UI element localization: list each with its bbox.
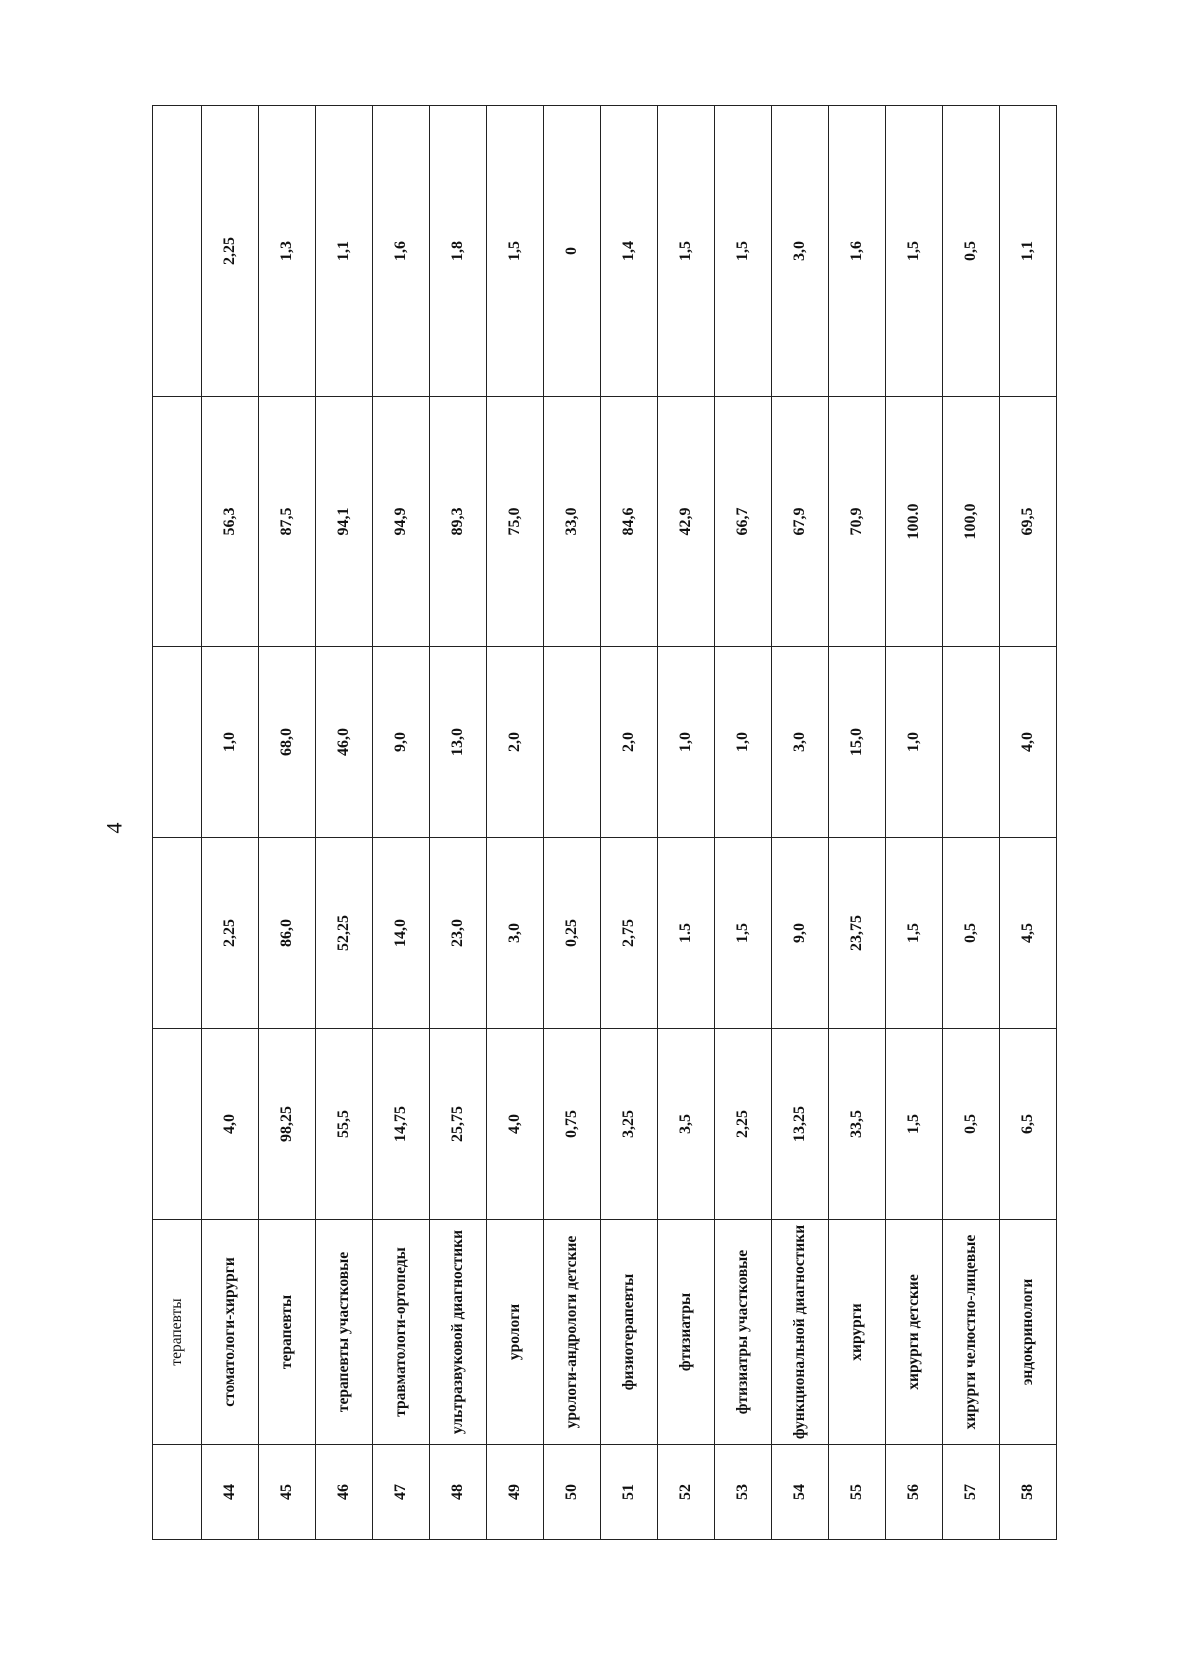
table-row — [487, 106, 544, 1540]
cell-specialty-name: хирурги челюстно-лицевые — [943, 1220, 1000, 1445]
cell-empty — [153, 838, 202, 1029]
cell-specialty-name: фтизиатры — [658, 1220, 715, 1445]
cell-value-percent: 100.0 — [886, 397, 943, 647]
cell-value-c: 2,0 — [487, 647, 544, 838]
table-body — [153, 106, 1057, 1540]
cell-value-a: 14,75 — [373, 1029, 430, 1220]
cell-empty — [153, 1445, 202, 1540]
cell-specialty-name: хирурги — [829, 1220, 886, 1445]
cell-value-a: 0,75 — [544, 1029, 601, 1220]
cell-value-coefficient: 1,8 — [430, 106, 487, 397]
cell-specialty-name: терапевты участковые — [316, 1220, 373, 1445]
cell-value-percent: 84,6 — [601, 397, 658, 647]
staffing-table-wrapper — [152, 106, 1057, 1540]
cell-row-number: 57 — [943, 1445, 1000, 1540]
cell-specialty-name: травматологи-ортопеды — [373, 1220, 430, 1445]
cell-value-percent: 94,1 — [316, 397, 373, 647]
cell-value-a: 0,5 — [943, 1029, 1000, 1220]
cell-value-c: 68,0 — [259, 647, 316, 838]
cell-specialty-name: урологи-андрологи детские — [544, 1220, 601, 1445]
cell-value-b: 23,75 — [829, 838, 886, 1029]
cell-value-coefficient: 1,5 — [658, 106, 715, 397]
table-row — [772, 106, 829, 1540]
cell-value-a: 3,25 — [601, 1029, 658, 1220]
cell-empty — [153, 647, 202, 838]
cell-value-b: 3,0 — [487, 838, 544, 1029]
cell-value-percent: 69,5 — [1000, 397, 1057, 647]
cell-value-c — [943, 647, 1000, 838]
cell-specialty-name: стоматологи-хирурги — [202, 1220, 259, 1445]
cell-value-c — [544, 647, 601, 838]
cell-value-percent: 66,7 — [715, 397, 772, 647]
cell-value-coefficient: 1,1 — [1000, 106, 1057, 397]
cell-value-percent: 94,9 — [373, 397, 430, 647]
cell-row-number: 46 — [316, 1445, 373, 1540]
cell-value-coefficient: 1,5 — [886, 106, 943, 397]
cell-value-c: 1,0 — [202, 647, 259, 838]
cell-value-a: 6,5 — [1000, 1029, 1057, 1220]
cell-category-continued: терапевты — [153, 1220, 202, 1445]
table-row — [601, 106, 658, 1540]
cell-value-b: 86,0 — [259, 838, 316, 1029]
cell-value-c: 2,0 — [601, 647, 658, 838]
cell-value-c: 13,0 — [430, 647, 487, 838]
cell-value-a: 3,5 — [658, 1029, 715, 1220]
table-row — [544, 106, 601, 1540]
table-row — [829, 106, 886, 1540]
cell-value-percent: 70,9 — [829, 397, 886, 647]
table-row — [1000, 106, 1057, 1540]
cell-value-coefficient: 1,6 — [373, 106, 430, 397]
cell-value-coefficient: 1,3 — [259, 106, 316, 397]
cell-value-b: 9,0 — [772, 838, 829, 1029]
cell-value-coefficient: 3,0 — [772, 106, 829, 397]
cell-value-a: 25,75 — [430, 1029, 487, 1220]
cell-value-coefficient: 1,5 — [715, 106, 772, 397]
cell-value-c: 46,0 — [316, 647, 373, 838]
cell-value-coefficient: 1,5 — [487, 106, 544, 397]
cell-row-number: 54 — [772, 1445, 829, 1540]
cell-specialty-name: урологи — [487, 1220, 544, 1445]
cell-value-b: 14,0 — [373, 838, 430, 1029]
cell-row-number: 58 — [1000, 1445, 1057, 1540]
page-number: 4 — [101, 822, 127, 834]
table-row — [202, 106, 259, 1540]
cell-empty — [153, 106, 202, 397]
table-row-continued-header — [153, 106, 202, 1540]
cell-specialty-name: терапевты — [259, 1220, 316, 1445]
cell-value-c: 3,0 — [772, 647, 829, 838]
cell-row-number: 53 — [715, 1445, 772, 1540]
cell-value-b: 2,75 — [601, 838, 658, 1029]
cell-row-number: 52 — [658, 1445, 715, 1540]
cell-value-a: 13,25 — [772, 1029, 829, 1220]
cell-value-percent: 100,0 — [943, 397, 1000, 647]
cell-value-b: 0,5 — [943, 838, 1000, 1029]
table-row — [715, 106, 772, 1540]
cell-value-a: 33,5 — [829, 1029, 886, 1220]
cell-value-percent: 42,9 — [658, 397, 715, 647]
cell-value-a: 1,5 — [886, 1029, 943, 1220]
cell-row-number: 45 — [259, 1445, 316, 1540]
cell-row-number: 48 — [430, 1445, 487, 1540]
cell-empty — [153, 1029, 202, 1220]
cell-value-coefficient: 2,25 — [202, 106, 259, 397]
cell-specialty-name: хирурги детские — [886, 1220, 943, 1445]
cell-value-b: 4,5 — [1000, 838, 1057, 1029]
table-row — [658, 106, 715, 1540]
cell-row-number: 50 — [544, 1445, 601, 1540]
cell-value-percent: 67,9 — [772, 397, 829, 647]
cell-row-number: 49 — [487, 1445, 544, 1540]
cell-value-c: 9,0 — [373, 647, 430, 838]
cell-value-c: 1,0 — [658, 647, 715, 838]
cell-row-number: 47 — [373, 1445, 430, 1540]
cell-value-percent: 56,3 — [202, 397, 259, 647]
cell-row-number: 51 — [601, 1445, 658, 1540]
cell-value-coefficient: 1,1 — [316, 106, 373, 397]
cell-empty — [153, 397, 202, 647]
cell-row-number: 55 — [829, 1445, 886, 1540]
cell-value-coefficient: 0 — [544, 106, 601, 397]
table-row — [430, 106, 487, 1540]
table-row — [943, 106, 1000, 1540]
cell-value-percent: 87,5 — [259, 397, 316, 647]
cell-row-number: 56 — [886, 1445, 943, 1540]
table-row — [259, 106, 316, 1540]
cell-specialty-name: фтизиатры участковые — [715, 1220, 772, 1445]
cell-value-b: 1,5 — [715, 838, 772, 1029]
cell-value-b: 2,25 — [202, 838, 259, 1029]
cell-value-coefficient: 1,4 — [601, 106, 658, 397]
cell-value-b: 23,0 — [430, 838, 487, 1029]
cell-value-a: 98,25 — [259, 1029, 316, 1220]
cell-value-coefficient: 0,5 — [943, 106, 1000, 397]
table-row — [373, 106, 430, 1540]
cell-value-percent: 89,3 — [430, 397, 487, 647]
table-row — [316, 106, 373, 1540]
cell-specialty-name: физиотерапевты — [601, 1220, 658, 1445]
cell-specialty-name: функциональной диагностики — [772, 1220, 829, 1445]
cell-value-coefficient: 1,6 — [829, 106, 886, 397]
staffing-table — [152, 105, 1057, 1540]
cell-value-b: 1.5 — [658, 838, 715, 1029]
cell-value-a: 55,5 — [316, 1029, 373, 1220]
table-row — [886, 106, 943, 1540]
cell-value-b: 52,25 — [316, 838, 373, 1029]
cell-value-a: 4,0 — [202, 1029, 259, 1220]
cell-specialty-name: ультразвуковой диагностики — [430, 1220, 487, 1445]
cell-specialty-name: эндокринологи — [1000, 1220, 1057, 1445]
cell-value-b: 0,25 — [544, 838, 601, 1029]
cell-value-c: 4,0 — [1000, 647, 1057, 838]
cell-value-percent: 75,0 — [487, 397, 544, 647]
cell-value-b: 1,5 — [886, 838, 943, 1029]
cell-value-c: 1,0 — [886, 647, 943, 838]
cell-value-percent: 33,0 — [544, 397, 601, 647]
cell-value-c: 15,0 — [829, 647, 886, 838]
cell-value-a: 4,0 — [487, 1029, 544, 1220]
cell-value-a: 2,25 — [715, 1029, 772, 1220]
rotated-table-container — [152, 106, 1057, 1540]
cell-row-number: 44 — [202, 1445, 259, 1540]
cell-value-c: 1,0 — [715, 647, 772, 838]
